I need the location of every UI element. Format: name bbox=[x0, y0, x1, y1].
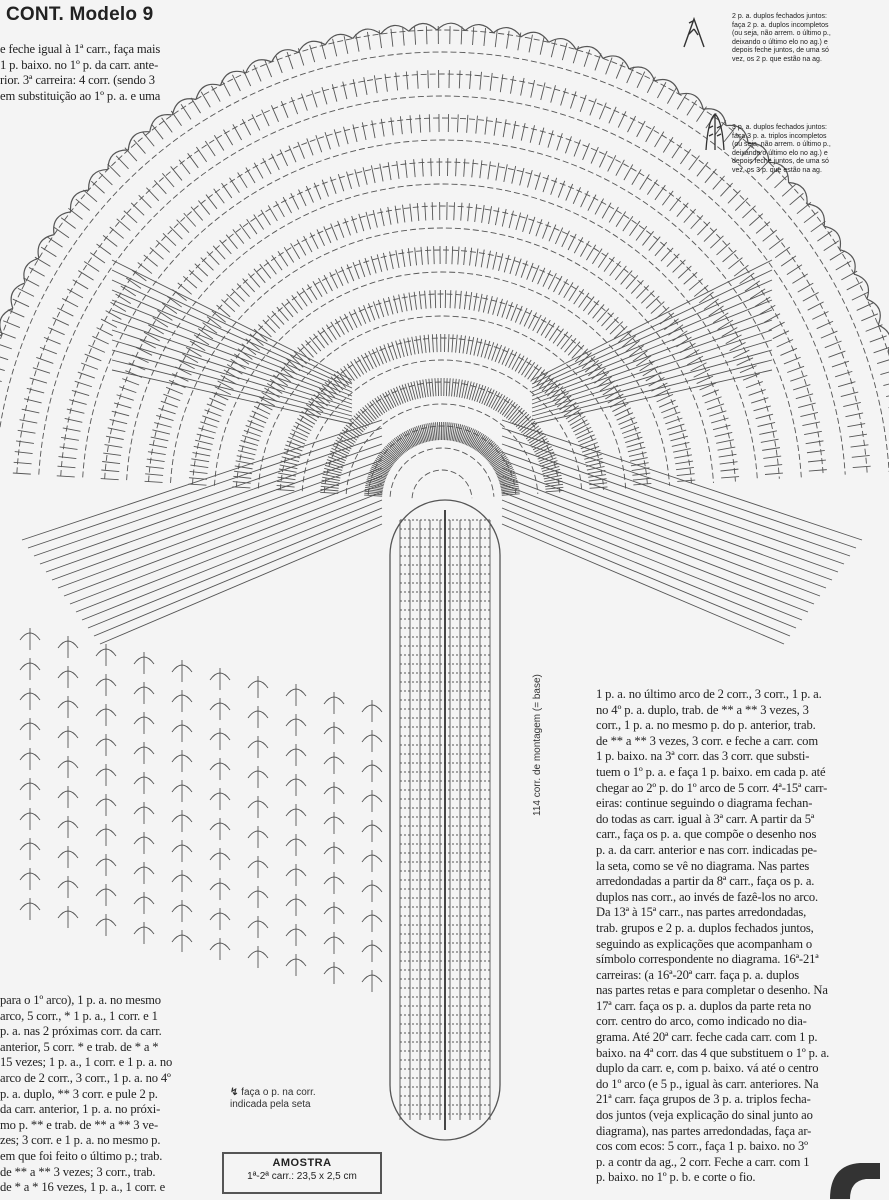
sample-title: AMOSTRA bbox=[272, 1157, 332, 1169]
text-line: tuem o 1º p. a. e faça 1 p. baixo. em cada p. até bbox=[596, 764, 826, 779]
text-line: diagrama), nas partes arredondadas, faça ar- bbox=[596, 1123, 812, 1138]
text-line: carr., faça os p. a. que compõe o desenho nos bbox=[596, 827, 817, 842]
text-line: 21ª carr. faça grupos de 3 p. a. triplos fecha- bbox=[596, 1092, 811, 1107]
text-line: do todas as carr. igual à 3ª carr. A partir da 5ª bbox=[596, 811, 815, 826]
text-line: 15 vezes; 1 p. a., 1 corr. e 1 p. a. no bbox=[0, 1055, 173, 1070]
text-line: chegar ao 2º p. do 1º arco de 5 corr. 4ª-15ª carr- bbox=[596, 780, 828, 795]
text-line: duplo da carr. e, com p. baixo. vá até o centro bbox=[596, 1061, 819, 1076]
text-line: nas partes retas e para completar o desenho. Na bbox=[596, 983, 828, 998]
text-line: no 4º p. a. duplo, trab. de ** a ** 3 vezes, 3 bbox=[596, 702, 809, 717]
text-line: eiras: continue seguindo o diagrama fechan- bbox=[596, 796, 813, 811]
text-line: corr., 1 p. a. no mesmo p. do p. anterior, trab. bbox=[596, 718, 816, 733]
text-line: cos com ecos: 5 corr., faça 1 p. baixo. no 3º bbox=[596, 1139, 808, 1154]
text-line: símbolo correspondente no diagrama. 16ª-21ª bbox=[596, 952, 819, 967]
instructions-right-column bbox=[596, 687, 881, 1186]
vertical-label: 114 corr. de montagem (= base) bbox=[532, 674, 543, 816]
text-line: arredondadas a partir da 8ª carr., faça os p. a. bbox=[596, 874, 815, 889]
text-line: anterior, 5 corr. * e trab. de * a * bbox=[0, 1039, 159, 1054]
text-line: e feche igual à 1ª carr., faça mais bbox=[0, 42, 161, 56]
page-title: CONT. Modelo 9 bbox=[6, 4, 154, 25]
text-line: trab. grupos e 2 p. a. duplos fechados juntos, bbox=[596, 920, 814, 935]
text-line: zes; 3 corr. e 1 p. a. no mesmo p. bbox=[0, 1133, 161, 1148]
text-line: 3 p. a. duplos fechados juntos: bbox=[732, 124, 827, 131]
text-line: duplos nas corr., ao invés de fazê-los no arco. bbox=[596, 889, 819, 904]
text-line: 17ª carr. faça os p. a. duplos da parte reta no bbox=[596, 998, 811, 1013]
text-line: p. a contr da ag., 2 corr. Feche a carr. com 1 bbox=[596, 1154, 810, 1169]
text-line: mo p. ** e trab. de ** a ** 3 ve- bbox=[0, 1117, 159, 1132]
text-line: grama. Até 20ª carr. feche cada carr. com 1 p. bbox=[596, 1030, 818, 1045]
text-line: corr. centro do arco, como indicado no dia- bbox=[596, 1014, 807, 1029]
text-line: 1 p. a. no último arco de 2 corr., 3 corr., 1 p. a. bbox=[596, 687, 822, 701]
text-line: 2 p. a. duplos fechados juntos: bbox=[732, 13, 827, 20]
text-line: faça 3 p. a. triplos incompletos bbox=[732, 132, 827, 140]
text-line: do 1º arco (e 5 p., igual às carr. anteriores. Na bbox=[596, 1076, 819, 1091]
sample-box bbox=[222, 1152, 382, 1194]
text-line: Da 13ª à 15ª carr., nas partes arredondadas, bbox=[596, 905, 807, 920]
sample-size: 1ª-2ª carr.: 23,5 x 2,5 cm bbox=[247, 1171, 357, 1182]
text-line: 1 p. baixo. no 1º p. da carr. ante- bbox=[0, 57, 159, 72]
two-stitch-cluster-symbol-icon bbox=[680, 13, 710, 49]
text-line: (ou seja, não arrem. o último p., bbox=[732, 30, 831, 38]
text-line: rior. 3ª carreira: 4 corr. (sendo 3 bbox=[0, 73, 155, 88]
text-line: carreiras: (a 16ª-20ª carr. faça p. a. duplos bbox=[596, 967, 799, 982]
arrow-note-text: faça o p. na corr. indicada pela seta bbox=[230, 1087, 316, 1110]
arrow-note bbox=[230, 1087, 350, 1111]
text-line: la seta, como se vê no diagrama. Nas partes bbox=[596, 858, 810, 873]
text-line: seguindo as explicações que acompanham o bbox=[596, 936, 813, 951]
text-line: de * a * 16 vezes, 1 p. a., 1 corr. e bbox=[0, 1180, 166, 1195]
text-line: arco, 5 corr., * 1 p. a., 1 corr. e 1 bbox=[0, 1008, 158, 1023]
legend-item-1-text bbox=[732, 13, 864, 65]
text-line: (ou seja, não arrem. o último p., bbox=[732, 141, 831, 149]
text-line: em substituição ao 1º p. a. e uma bbox=[0, 88, 161, 103]
text-line: p. a. nas 2 próximas corr. da carr. bbox=[0, 1024, 162, 1039]
legend-item-3-tr-together bbox=[732, 124, 862, 176]
text-line: da carr. anterior, 1 p. a. no próxi- bbox=[0, 1102, 161, 1117]
text-line: depois feche juntos, de uma só bbox=[732, 47, 829, 55]
instructions-left-bottom bbox=[0, 993, 207, 1196]
arrow-symbol-icon: ↯ bbox=[230, 1087, 239, 1098]
text-line: p. a. da carr. anterior e nas corr. indicadas pe- bbox=[596, 842, 817, 857]
legend-item-2-text bbox=[732, 124, 862, 176]
text-line: p. a. duplo, ** 3 corr. e pule 2 p. bbox=[0, 1086, 158, 1101]
text-line: depois feche juntos, de uma só bbox=[732, 158, 829, 166]
publisher-logo-icon bbox=[820, 1155, 880, 1200]
intro-text bbox=[0, 42, 212, 104]
text-line: p. baixo. no 1º p. b. e corte o fio. bbox=[596, 1170, 756, 1185]
text-line: deixando o último elo no ag.) e bbox=[732, 38, 828, 46]
text-line: arco de 2 corr., 3 corr., 1 p. a. no 4º bbox=[0, 1070, 171, 1085]
text-line: de ** a ** 3 vezes; 3 corr., trab. bbox=[0, 1164, 156, 1179]
three-stitch-cluster-symbol-icon bbox=[702, 110, 728, 152]
text-line: de ** a ** 3 vezes, 3 corr. e feche a carr. com bbox=[596, 733, 818, 748]
text-line: vez, os 3 p. que estão na ag. bbox=[732, 166, 822, 174]
text-line: vez, os 2 p. que estão na ag. bbox=[732, 55, 822, 63]
text-line: baixo. na 4ª corr. das 4 que substituem o 1º p. a. bbox=[596, 1045, 830, 1060]
text-line: faça 2 p. a. duplos incompletos bbox=[732, 21, 829, 29]
text-line: em que foi feito o último p.; trab. bbox=[0, 1148, 163, 1163]
text-line: para o 1º arco), 1 p. a. no mesmo bbox=[0, 993, 161, 1007]
text-line: dos juntos (veja explicação do sinal junto ao bbox=[596, 1108, 813, 1123]
text-line: deixando o último elo no ag.) e bbox=[732, 149, 828, 157]
legend-item-2-dc-together bbox=[732, 13, 864, 65]
text-line: 1 p. baixo. na 3ª corr. das 3 corr. que substi- bbox=[596, 749, 810, 764]
